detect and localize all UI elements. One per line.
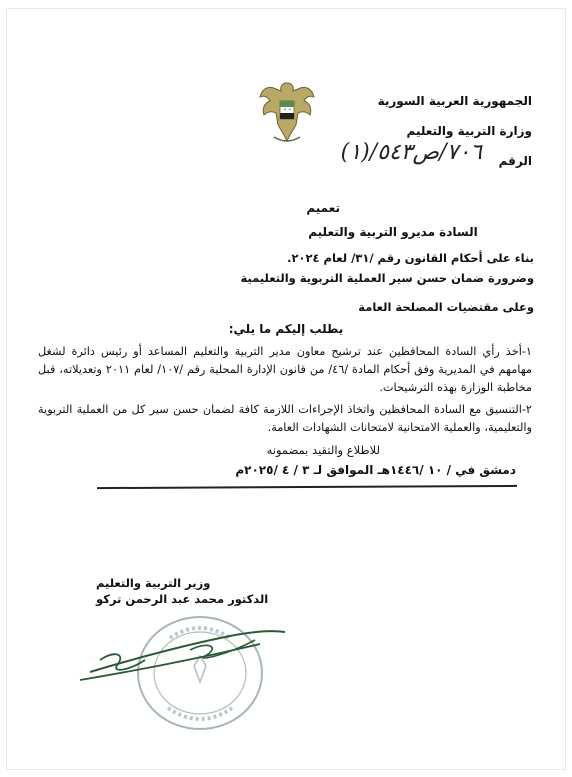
ministry-name: وزارة التربية والتعليم	[406, 124, 532, 138]
reference-number: ٧٠٦/ص٥٤٣/(١)	[340, 140, 482, 165]
legal-basis: بناء على أحكام القانون رقم /٣١/ لعام ٢٠٢٤.	[287, 251, 534, 265]
reference-label: الرقم	[498, 154, 532, 168]
handwritten-signature	[70, 620, 300, 690]
signatory-title: وزير التربية والتعليم	[96, 576, 211, 590]
directive-item-1: ١-أخذ رأي السادة المحافظين عند ترشيح معاون مدير التربية والتعليم المساعد أو رئيس دائرة لشغل مهامهم في المديرية وفق أحكام المادة /٤٦/ من قانون الإدارة المحلية رقم /١٠٧/ لعام ٢٠١١ وتعديلاته، قبل مخاطبة الوزارة بهذه الترشيحات.	[38, 345, 532, 394]
syrian-eagle-emblem-icon	[256, 75, 318, 147]
request-heading: يطلب إليكم ما يلي:	[228, 322, 344, 336]
directive-item-2: ٢-التنسيق مع السادة المحافظين واتخاذ الإجراءات اللازمة كافة لضمان حسن سير كل من العملية التربوية والتعليمية، والعملية الامتحانية لامتحانات الشهادات العامة.	[38, 403, 532, 434]
circular-title: تعميم	[306, 201, 340, 215]
country-name: الجمهورية العربية السورية	[377, 94, 532, 108]
closing-line: للاطلاع والتقيد بمضمونه	[266, 443, 380, 457]
necessity-statement: وضرورة ضمان حسن سير العملية التربوية والتعليمية	[240, 271, 534, 285]
signatory-name: الدكتور محمد عبد الرحمن تركو	[96, 592, 269, 606]
public-interest-statement: وعلى مقتضيات المصلحة العامة	[358, 300, 534, 314]
date-line: دمشق في / ١٠ /١٤٤٦هـ الموافق لـ ٣ / ٤ /٢٠٢٥م	[235, 463, 516, 477]
addressee: السادة مديرو التربية والتعليم	[308, 225, 478, 239]
